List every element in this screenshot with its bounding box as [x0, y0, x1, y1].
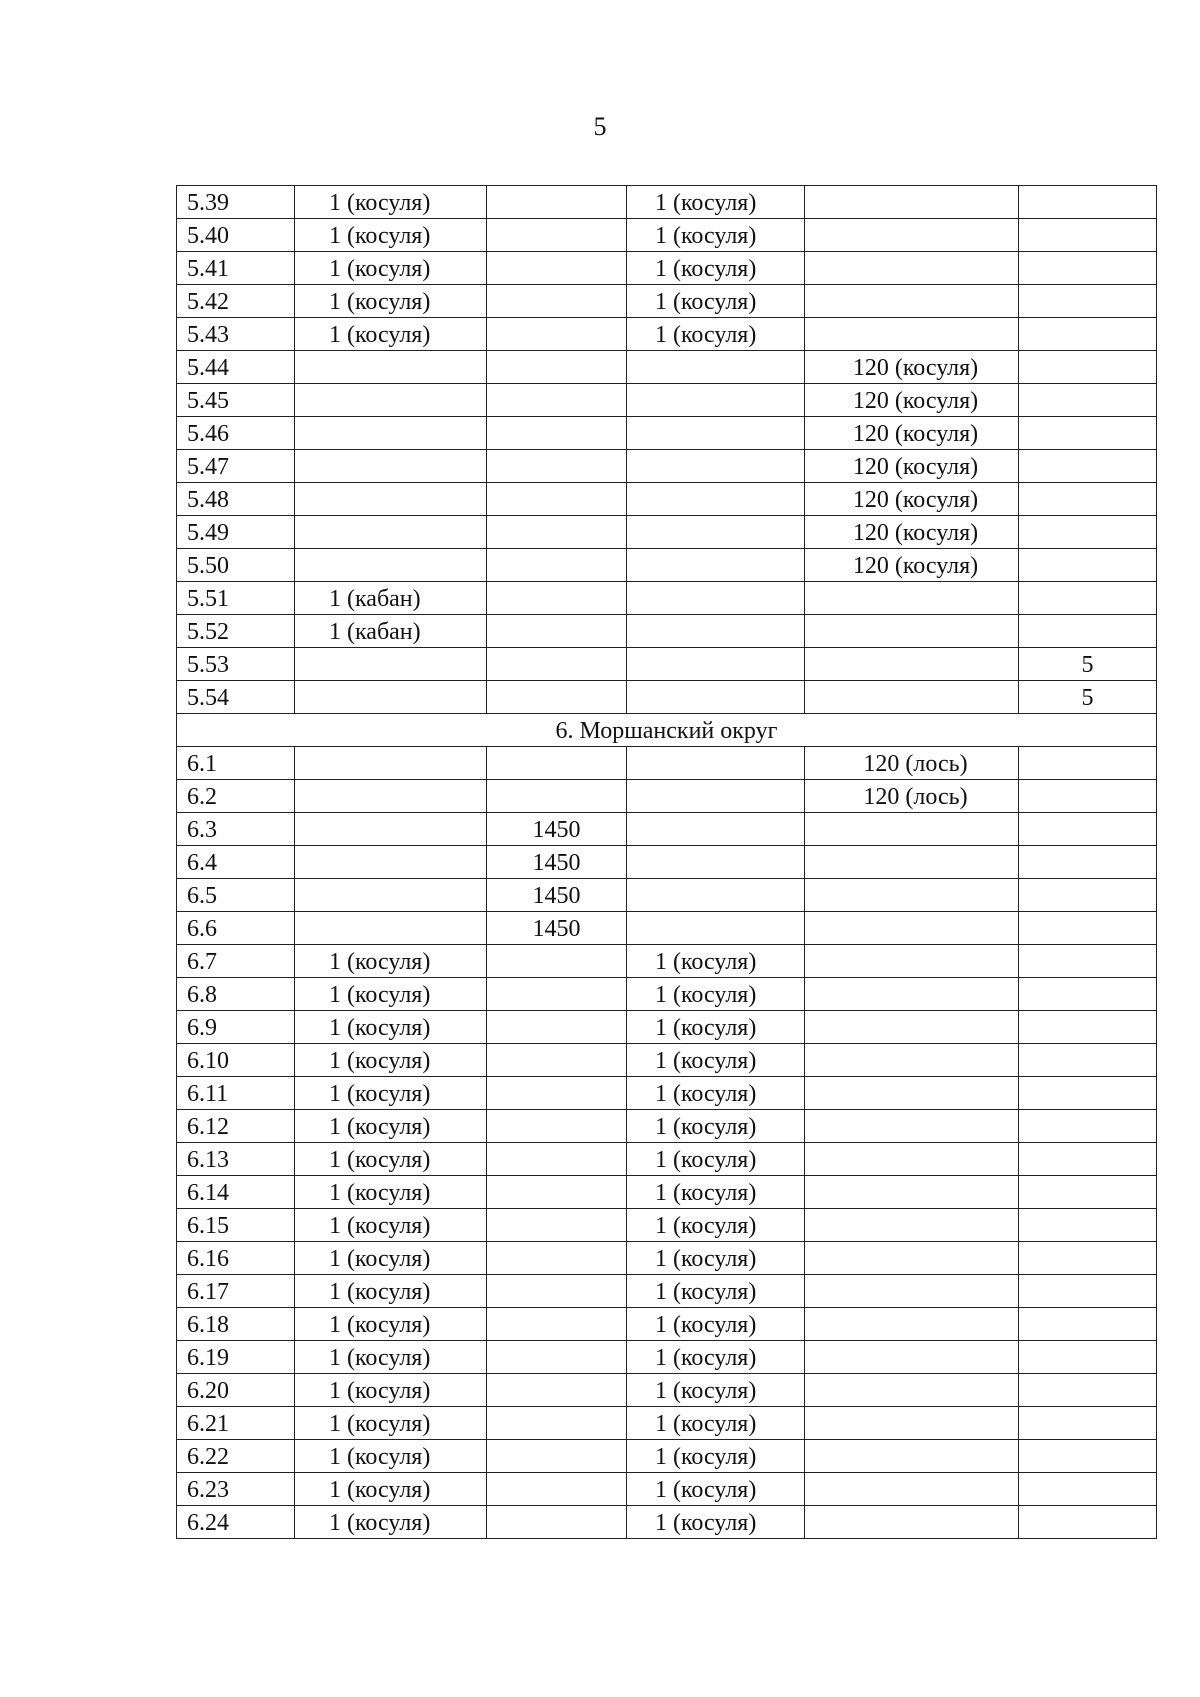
table-cell — [1019, 516, 1157, 549]
table-cell — [805, 582, 1019, 615]
table-cell: 1 (косуля) — [627, 945, 805, 978]
row-number-cell: 5.54 — [177, 681, 295, 714]
table-cell — [627, 549, 805, 582]
row-number-cell: 5.43 — [177, 318, 295, 351]
table-cell: 120 (косуля) — [805, 417, 1019, 450]
table-cell: 1 (косуля) — [295, 978, 487, 1011]
table-cell — [1019, 879, 1157, 912]
table-cell — [627, 846, 805, 879]
row-number-cell: 5.39 — [177, 186, 295, 219]
table-cell: 1 (косуля) — [627, 1374, 805, 1407]
table-cell — [487, 1440, 627, 1473]
table-cell: 1 (косуля) — [627, 1440, 805, 1473]
table-cell — [805, 846, 1019, 879]
table-cell: 1 (косуля) — [627, 1242, 805, 1275]
table-cell — [487, 549, 627, 582]
table-cell: 1 (косуля) — [627, 318, 805, 351]
table-cell: 1 (косуля) — [295, 1143, 487, 1176]
table-row — [177, 516, 1157, 549]
table-cell — [1019, 450, 1157, 483]
table-cell: 1 (косуля) — [627, 1176, 805, 1209]
row-number-cell: 6.4 — [177, 846, 295, 879]
table-cell — [805, 1275, 1019, 1308]
table-cell — [487, 186, 627, 219]
table-cell — [805, 615, 1019, 648]
table-cell — [1019, 1374, 1157, 1407]
table-cell — [805, 1176, 1019, 1209]
table-row — [177, 483, 1157, 516]
table-cell: 1 (кабан) — [295, 582, 487, 615]
table-cell — [1019, 1077, 1157, 1110]
table-row — [177, 780, 1157, 813]
table-cell — [487, 945, 627, 978]
table-cell — [1019, 417, 1157, 450]
table-row — [177, 582, 1157, 615]
row-number-cell: 6.6 — [177, 912, 295, 945]
table-cell — [805, 1308, 1019, 1341]
table-cell: 120 (косуля) — [805, 384, 1019, 417]
table-cell — [487, 450, 627, 483]
table-cell — [487, 351, 627, 384]
table-cell — [805, 1506, 1019, 1539]
table-cell: 1 (косуля) — [295, 1374, 487, 1407]
row-number-cell: 5.46 — [177, 417, 295, 450]
table-cell: 1 (косуля) — [627, 285, 805, 318]
table-cell — [805, 1011, 1019, 1044]
table-cell: 5 — [1019, 648, 1157, 681]
table-cell: 1 (косуля) — [295, 1011, 487, 1044]
table-cell — [295, 813, 487, 846]
table-cell — [627, 450, 805, 483]
table-cell: 120 (косуля) — [805, 483, 1019, 516]
table-cell: 120 (косуля) — [805, 351, 1019, 384]
table-cell — [805, 252, 1019, 285]
row-number-cell: 5.42 — [177, 285, 295, 318]
table-cell — [295, 681, 487, 714]
table-cell: 1 (косуля) — [295, 945, 487, 978]
table-cell — [1019, 1275, 1157, 1308]
row-number-cell: 5.45 — [177, 384, 295, 417]
table-cell: 1 (косуля) — [627, 1044, 805, 1077]
table-row — [177, 615, 1157, 648]
table-cell — [627, 384, 805, 417]
table-cell: 1 (косуля) — [295, 285, 487, 318]
table-cell: 1 (косуля) — [627, 1308, 805, 1341]
table-cell — [487, 219, 627, 252]
table-cell: 1 (косуля) — [295, 1176, 487, 1209]
table-row — [177, 846, 1157, 879]
table-cell — [487, 483, 627, 516]
table-cell — [295, 747, 487, 780]
table-cell — [487, 1341, 627, 1374]
table-cell — [487, 252, 627, 285]
row-number-cell: 5.51 — [177, 582, 295, 615]
table-cell — [1019, 1011, 1157, 1044]
table-row — [177, 219, 1157, 252]
table-row — [177, 1209, 1157, 1242]
table-cell — [487, 681, 627, 714]
table-cell: 1 (косуля) — [295, 252, 487, 285]
table-cell — [1019, 813, 1157, 846]
table-cell — [805, 978, 1019, 1011]
table-row — [177, 450, 1157, 483]
table-cell — [487, 1473, 627, 1506]
section-title: 6. Моршанский округ — [177, 714, 1157, 747]
row-number-cell: 6.14 — [177, 1176, 295, 1209]
table-cell: 1 (косуля) — [627, 978, 805, 1011]
row-number-cell: 6.3 — [177, 813, 295, 846]
row-number-cell: 6.11 — [177, 1077, 295, 1110]
section-header-row — [177, 714, 1157, 747]
table-cell — [1019, 1440, 1157, 1473]
table-cell: 1 (косуля) — [295, 186, 487, 219]
row-number-cell: 5.44 — [177, 351, 295, 384]
table-cell — [487, 1308, 627, 1341]
row-number-cell: 5.49 — [177, 516, 295, 549]
table-row — [177, 1110, 1157, 1143]
table-cell — [805, 1209, 1019, 1242]
row-number-cell: 5.41 — [177, 252, 295, 285]
table-row — [177, 549, 1157, 582]
row-number-cell: 6.9 — [177, 1011, 295, 1044]
table-cell — [627, 615, 805, 648]
table-cell: 1 (косуля) — [627, 1506, 805, 1539]
table-cell: 1 (косуля) — [627, 219, 805, 252]
table-cell — [805, 285, 1019, 318]
table-cell: 1 (косуля) — [627, 1407, 805, 1440]
table-cell — [627, 813, 805, 846]
table-row — [177, 1407, 1157, 1440]
table-row — [177, 1176, 1157, 1209]
table-cell: 1 (косуля) — [627, 1341, 805, 1374]
table-cell — [1019, 252, 1157, 285]
table-cell — [487, 384, 627, 417]
table-cell — [295, 516, 487, 549]
table-cell — [627, 780, 805, 813]
table-row — [177, 1473, 1157, 1506]
table-cell: 1450 — [487, 912, 627, 945]
table-row — [177, 252, 1157, 285]
row-number-cell: 6.12 — [177, 1110, 295, 1143]
table-cell — [487, 780, 627, 813]
table-cell — [805, 1374, 1019, 1407]
table-cell — [295, 912, 487, 945]
table-cell — [487, 285, 627, 318]
table-cell: 1 (косуля) — [295, 1407, 487, 1440]
table-row — [177, 1275, 1157, 1308]
table-cell: 1 (косуля) — [295, 1077, 487, 1110]
row-number-cell: 6.10 — [177, 1044, 295, 1077]
table-cell — [1019, 1044, 1157, 1077]
table-cell: 120 (косуля) — [805, 549, 1019, 582]
table-cell — [1019, 846, 1157, 879]
table-cell — [805, 879, 1019, 912]
table-row — [177, 945, 1157, 978]
table-cell — [627, 681, 805, 714]
table-cell: 1 (косуля) — [295, 1440, 487, 1473]
table-cell — [805, 186, 1019, 219]
row-number-cell: 6.5 — [177, 879, 295, 912]
table-cell — [487, 1143, 627, 1176]
table-row — [177, 1308, 1157, 1341]
table-cell — [487, 1275, 627, 1308]
data-table — [176, 185, 1157, 1539]
table-cell — [627, 912, 805, 945]
table-cell — [487, 615, 627, 648]
row-number-cell: 5.50 — [177, 549, 295, 582]
table-cell: 1 (косуля) — [295, 1275, 487, 1308]
table-cell — [805, 945, 1019, 978]
table-cell — [1019, 747, 1157, 780]
table-row — [177, 417, 1157, 450]
table-cell — [805, 1242, 1019, 1275]
table-cell — [1019, 1506, 1157, 1539]
row-number-cell: 6.20 — [177, 1374, 295, 1407]
table-cell: 1 (косуля) — [627, 1110, 805, 1143]
table-cell: 1 (косуля) — [627, 1011, 805, 1044]
table-cell — [487, 318, 627, 351]
table-cell — [1019, 1143, 1157, 1176]
table-cell — [627, 417, 805, 450]
table-cell — [1019, 186, 1157, 219]
table-cell — [295, 450, 487, 483]
table-cell — [295, 483, 487, 516]
table-cell — [805, 318, 1019, 351]
table-cell: 1 (косуля) — [295, 318, 487, 351]
table-cell — [627, 351, 805, 384]
table-row — [177, 318, 1157, 351]
table-cell: 1 (косуля) — [295, 1341, 487, 1374]
table-cell — [805, 1341, 1019, 1374]
table-cell: 1 (косуля) — [627, 1473, 805, 1506]
table-cell — [1019, 1176, 1157, 1209]
table-cell — [1019, 1110, 1157, 1143]
table-cell — [487, 1176, 627, 1209]
table-cell: 5 — [1019, 681, 1157, 714]
table-cell — [627, 582, 805, 615]
row-number-cell: 6.19 — [177, 1341, 295, 1374]
table-cell — [1019, 285, 1157, 318]
table-cell — [1019, 384, 1157, 417]
row-number-cell: 6.18 — [177, 1308, 295, 1341]
table-row — [177, 186, 1157, 219]
table-cell — [805, 1077, 1019, 1110]
table-cell — [805, 1143, 1019, 1176]
table-cell — [295, 549, 487, 582]
row-number-cell: 6.1 — [177, 747, 295, 780]
table-cell — [805, 813, 1019, 846]
row-number-cell: 6.16 — [177, 1242, 295, 1275]
table-cell: 120 (косуля) — [805, 516, 1019, 549]
table-cell — [805, 1440, 1019, 1473]
table-cell — [1019, 945, 1157, 978]
table-cell — [487, 1374, 627, 1407]
table-cell: 1 (косуля) — [627, 1209, 805, 1242]
table-cell — [805, 1473, 1019, 1506]
table-cell — [487, 747, 627, 780]
table-cell: 1 (косуля) — [295, 1473, 487, 1506]
table-row — [177, 681, 1157, 714]
table-row — [177, 1341, 1157, 1374]
row-number-cell: 6.15 — [177, 1209, 295, 1242]
row-number-cell: 6.23 — [177, 1473, 295, 1506]
table-row — [177, 1011, 1157, 1044]
table-cell: 120 (косуля) — [805, 450, 1019, 483]
row-number-cell: 5.47 — [177, 450, 295, 483]
table-cell: 1450 — [487, 813, 627, 846]
table-section-6-header — [177, 714, 1157, 747]
table-cell — [627, 648, 805, 681]
table-cell — [805, 912, 1019, 945]
table-cell: 1 (косуля) — [295, 1110, 487, 1143]
table-cell — [487, 582, 627, 615]
table-cell — [1019, 1407, 1157, 1440]
table-cell: 1 (косуля) — [295, 1506, 487, 1539]
table-cell: 1 (кабан) — [295, 615, 487, 648]
table-row — [177, 879, 1157, 912]
table-cell: 1 (косуля) — [295, 1044, 487, 1077]
table-row — [177, 351, 1157, 384]
table-cell — [805, 219, 1019, 252]
table-row — [177, 1374, 1157, 1407]
table-cell — [1019, 1473, 1157, 1506]
table-row — [177, 1242, 1157, 1275]
table-cell: 1 (косуля) — [627, 1275, 805, 1308]
row-number-cell: 6.13 — [177, 1143, 295, 1176]
table-row — [177, 747, 1157, 780]
table-cell — [1019, 318, 1157, 351]
table-cell — [1019, 1209, 1157, 1242]
table-cell — [487, 978, 627, 1011]
table-cell — [295, 351, 487, 384]
row-number-cell: 6.17 — [177, 1275, 295, 1308]
table-cell — [487, 1077, 627, 1110]
table-cell — [805, 1407, 1019, 1440]
table-cell — [627, 747, 805, 780]
table-cell — [487, 1011, 627, 1044]
table-section-5 — [177, 186, 1157, 714]
table-cell — [1019, 615, 1157, 648]
row-number-cell: 6.2 — [177, 780, 295, 813]
table-row — [177, 648, 1157, 681]
row-number-cell: 6.21 — [177, 1407, 295, 1440]
table-cell: 1 (косуля) — [295, 1242, 487, 1275]
table-cell — [1019, 912, 1157, 945]
table-cell — [805, 648, 1019, 681]
table-cell — [295, 846, 487, 879]
table-cell: 1450 — [487, 879, 627, 912]
table-cell — [487, 417, 627, 450]
table-cell: 120 (лось) — [805, 780, 1019, 813]
table-cell: 1 (косуля) — [295, 1308, 487, 1341]
row-number-cell: 6.22 — [177, 1440, 295, 1473]
table-cell: 1 (косуля) — [627, 1143, 805, 1176]
row-number-cell: 5.53 — [177, 648, 295, 681]
table-cell — [1019, 1341, 1157, 1374]
row-number-cell: 5.52 — [177, 615, 295, 648]
page-number: 5 — [593, 112, 607, 141]
table-cell — [1019, 1308, 1157, 1341]
table-row — [177, 1143, 1157, 1176]
table-cell: 1450 — [487, 846, 627, 879]
table-cell — [487, 1110, 627, 1143]
table-cell — [295, 384, 487, 417]
table-row — [177, 912, 1157, 945]
table-cell — [627, 483, 805, 516]
table-cell: 1 (косуля) — [295, 1209, 487, 1242]
table-cell — [1019, 549, 1157, 582]
table-row — [177, 384, 1157, 417]
table-cell — [487, 648, 627, 681]
table-cell — [1019, 780, 1157, 813]
table-cell — [487, 1209, 627, 1242]
table-cell — [295, 648, 487, 681]
row-number-cell: 6.24 — [177, 1506, 295, 1539]
table-cell — [1019, 219, 1157, 252]
table-row — [177, 1440, 1157, 1473]
table-cell — [1019, 351, 1157, 384]
table-row — [177, 285, 1157, 318]
table-cell — [1019, 582, 1157, 615]
table-cell — [1019, 1242, 1157, 1275]
table-cell: 1 (косуля) — [627, 1077, 805, 1110]
table-cell — [487, 1044, 627, 1077]
table-row — [177, 978, 1157, 1011]
table-cell — [1019, 483, 1157, 516]
table-row — [177, 1506, 1157, 1539]
row-number-cell: 6.8 — [177, 978, 295, 1011]
table-cell — [805, 681, 1019, 714]
table-cell: 120 (лось) — [805, 747, 1019, 780]
table-cell: 1 (косуля) — [627, 252, 805, 285]
table-cell — [627, 516, 805, 549]
table-cell — [1019, 978, 1157, 1011]
table-row — [177, 1077, 1157, 1110]
table-cell — [487, 1242, 627, 1275]
table-cell — [295, 879, 487, 912]
table-cell — [295, 780, 487, 813]
row-number-cell: 6.7 — [177, 945, 295, 978]
table-cell — [295, 417, 487, 450]
table-section-6 — [177, 747, 1157, 1539]
table-cell: 1 (косуля) — [295, 219, 487, 252]
table-cell — [805, 1110, 1019, 1143]
table-row — [177, 813, 1157, 846]
table-cell — [487, 1407, 627, 1440]
table-cell: 1 (косуля) — [627, 186, 805, 219]
table-cell — [487, 516, 627, 549]
row-number-cell: 5.40 — [177, 219, 295, 252]
table-cell — [487, 1506, 627, 1539]
table-cell — [627, 879, 805, 912]
row-number-cell: 5.48 — [177, 483, 295, 516]
table-cell — [805, 1044, 1019, 1077]
table-row — [177, 1044, 1157, 1077]
